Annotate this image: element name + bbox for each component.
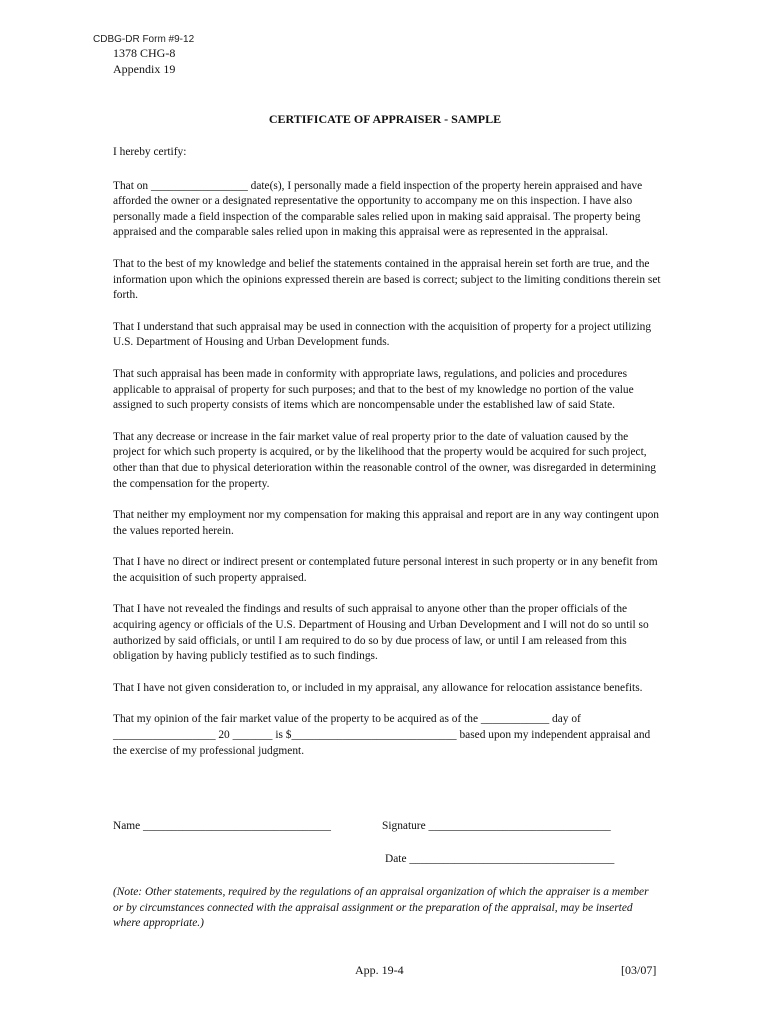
paragraph-interest: That I have no direct or indirect present or contemplated future personal interest in such property or in any benefit from the acquisition of such property appraised.: [113, 556, 658, 584]
paragraph-knowledge: That to the best of my knowledge and belief the statements contained in the appraisal herein set forth are true, and the information upon which the opinions expressed therein are based is correct; subject to the limiting conditions therein set forth.: [113, 257, 661, 302]
appendix-label: Appendix 19: [113, 62, 176, 76]
handbook-number: 1378 CHG-8: [113, 46, 176, 60]
paragraph-hud-funds: That I understand that such appraisal may be used in connection with the acquisition of property for a project utilizing U.S. Department of Housing and Urban Development funds.: [113, 320, 652, 349]
date-field: Date ____________________________________: [385, 853, 615, 865]
certification-body: [113, 145, 661, 775]
paragraph-value-change: That any decrease or increase in the fair market value of real property prior to the date of valuation caused by the project for which such property is acquired, or by the likelihood that the property would be acquired for such project, other than that due to physical deterioration within the reasonable control of the owner, was disregarded in determining the compensation for the property.: [113, 430, 656, 490]
note-text: (Note: Other statements, required by the regulations of an appraisal organization of which the appraiser is a member or by circumstances connected with the appraisal assignment or the preparation of the appraisal, may be inserted where appropriate.): [113, 886, 649, 930]
paragraph-confidentiality: That I have not revealed the findings and results of such appraisal to anyone other than the proper officials of the acquiring agency or officials of the U.S. Department of Housing and Urban Development and I will not do so until so authorized by said officials, or until I am required to do so by due process of law, or until I am released from this obligation by having publicly testified as to such findings.: [113, 603, 649, 663]
paragraph-relocation: That I have not given consideration to, or included in my appraisal, any allowance for relocation assistance benefits.: [113, 681, 643, 694]
form-id: CDBG-DR Form #9-12: [93, 34, 195, 45]
page-number: App. 19-4: [355, 963, 404, 977]
revision-date: [03/07]: [621, 963, 657, 977]
paragraph-inspection: That on _________________ date(s), I personally made a field inspection of the property herein appraised and have afforded the owner or a designated representative the opportunity to accompany me on this inspection. I have also personally made a field inspection of the comparable sales relied upon in making said appraisal. The property being appraised and the comparable sales relied upon in making this appraisal were as represented in the appraisal.: [113, 179, 643, 239]
paragraph-compensation: That neither my employment nor my compensation for making this appraisal and report are in any way contingent upon the values reported herein.: [113, 509, 659, 537]
document-title: CERTIFICATE OF APPRAISER - SAMPLE: [268, 112, 502, 126]
name-field: Name _________________________________: [113, 820, 331, 832]
paragraph-conformity: That such appraisal has been made in conformity with appropriate laws, regulations, and policies and procedures applicable to appraisal of property for such purposes; and that to the best of my knowledge no portion of the value assigned to such property consists of items which are noncompensable under the established law of said State.: [113, 367, 634, 412]
signature-field: Signature ________________________________: [382, 820, 611, 832]
intro-text: I hereby certify:: [113, 146, 187, 158]
paragraph-opinion-value: That my opinion of the fair market value of the property to be acquired as of the ____________ day of __________________ 20 _______ is $_____________________________ based upon my independent appraisal and the exercise of my professional judgment.: [113, 713, 651, 757]
